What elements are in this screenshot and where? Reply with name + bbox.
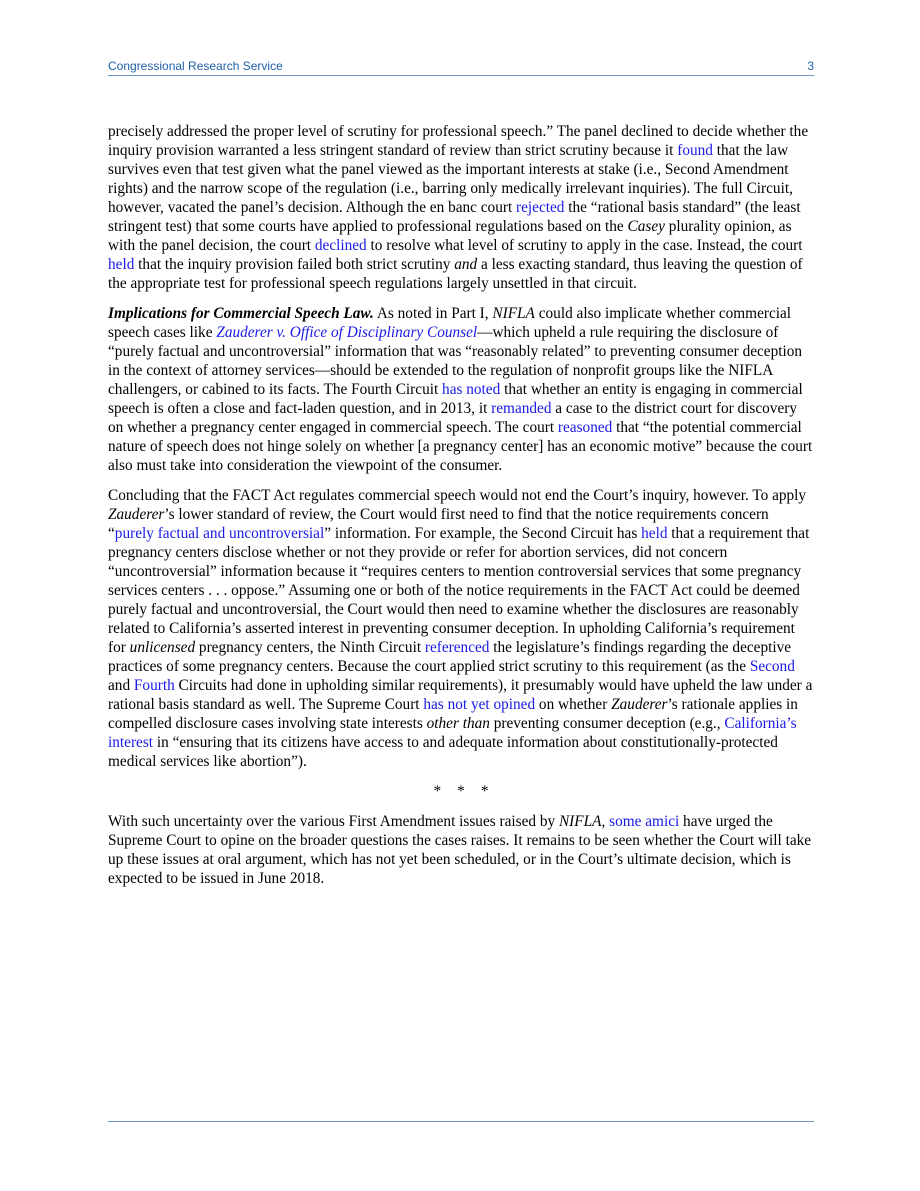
link-rejected[interactable]: rejected [516,199,565,216]
text-run: ’s lower standard of review, the Court would first need to find that the notice requirements concern “ [108,506,769,542]
text-run: As noted in Part I, [373,305,493,322]
section-separator [108,782,814,801]
separator-star: * [457,783,465,800]
text-run: that the law survives even that test given what the panel viewed as the important interests at stake (i.e., Second Amendment rights) and the narrow scope of the regulation (i.e., barring only medically irrelevant inquiries). The full Circuit, however, vacated the panel’s decision. Although the en banc court [108,142,793,216]
text-run: that “the potential commercial nature of speech does not hinge solely on whether [a pregnancy center] has an economic motive” because the court also must take into consideration the viewpoint of the consumer. [108,419,813,474]
document-body [108,122,814,899]
text-run: that whether an entity is engaging in commercial speech is often a close and fact-laden question, and in 2013, it [108,381,803,417]
italic-text: NIFLA, [558,813,606,830]
link-has-noted[interactable]: has noted [442,381,501,398]
text-run: a case to the district court for discovery on whether a pregnancy center engaged in commercial speech. The court [108,400,797,436]
italic-text: Zauderer [611,696,668,713]
text-run: in “ensuring that its citizens have access to and adequate information about constitutionally-protected medical services like abortion”). [108,734,778,770]
italic-text: unlicensed [129,639,196,656]
paragraph-conclusion [108,812,814,888]
italic-text: other than [426,715,490,732]
link-some-amici[interactable]: some amici [609,813,680,830]
separator-star: * [480,783,489,800]
text-run: could also implicate whether commercial speech cases like [108,305,792,341]
link-has-not-yet-opined[interactable]: has not yet opined [423,696,536,713]
link-held[interactable]: held [108,256,135,273]
link-zauderer-text: Zauderer v. Office of Disciplinary Counsel [216,324,478,341]
text-run: ” information. For example, the Second Circuit has [324,525,642,542]
page-number: 3 [807,59,814,73]
link-zauderer[interactable] [216,324,477,341]
text-run: that a requirement that pregnancy centers disclose whether or not they provide or refer for abortion services, did not concern “uncontroversial” information because it “requires centers to mention controversial services that some pregnancy services centers . . . oppose.” Assuming one or both of the notice requirements in the FACT Act could be deemed purely factual and uncontroversial, the Court would then need to examine whether the disclosures are reasonably related to California’s asserted interest in preventing consumer deception. In upholding California’s requirement for [108,525,810,656]
link-declined[interactable]: declined [314,237,367,254]
link-second[interactable]: Second [749,658,795,675]
text-run: ’s rationale applies in compelled disclosure cases involving state interests [108,696,798,732]
paragraph-commercial-speech [108,304,814,475]
link-reasoned[interactable]: reasoned [557,419,613,436]
link-purely-factual[interactable]: purely factual and uncontroversial [114,525,325,542]
text-run: With such uncertainty over the various First Amendment issues raised by [108,813,559,830]
paragraph-professional-speech [108,122,814,293]
link-referenced[interactable]: referenced [424,639,490,656]
paragraph-fact-act [108,486,814,771]
link-californias-interest[interactable]: California’s interest [108,715,797,751]
link-fourth[interactable]: Fourth [133,677,175,694]
link-held-second-circuit[interactable]: held [641,525,668,542]
footer-rule [108,1121,814,1122]
text-run: pregnancy centers, the Ninth Circuit [195,639,425,656]
header-org-name: Congressional Research Service [108,59,283,73]
italic-text: NIFLA [492,305,535,322]
text-run: preventing consumer deception (e.g., [489,715,725,732]
italic-text: Casey [627,218,665,235]
text-run: the “rational basis standard” (the least stringent test) that some courts have applied to professional regulations based on the [108,199,801,235]
italic-text: and [454,256,478,273]
text-run: have urged the Supreme Court to opine on the broader questions the cases raises. It remains to be seen whether the Court will take up these issues at oral argument, which has not yet been scheduled, or in the Court’s ultimate decision, which is expected to be issued in June 2018. [108,813,812,887]
link-found[interactable]: found [677,142,713,159]
text-run: and [108,677,134,694]
text-run: the legislature’s findings regarding the deceptive practices of some pregnancy centers. Because the court applied strict scrutiny to this requirement (as the [108,639,792,675]
link-remanded[interactable]: remanded [491,400,552,417]
text-run: plurality opinion, as with the panel decision, the court [108,218,792,254]
text-run: a less exacting standard, thus leaving the question of the appropriate test for professional speech regulations largely unsettled in that circuit. [108,256,803,292]
text-run: to resolve what level of scrutiny to apply in the case. Instead, the court [366,237,803,254]
section-heading: Implications for Commercial Speech Law. [108,305,374,322]
text-run: that the inquiry provision failed both strict scrutiny [134,256,455,273]
text-run: precisely addressed the proper level of scrutiny for professional speech.” The panel declined to decide whether the inquiry provision warranted a less stringent standard of review than strict scrutiny because it [108,123,809,159]
page-header [108,58,814,74]
text-run: Circuits had done in upholding similar requirements), it presumably would have upheld the law under a rational basis standard as well. The Supreme Court [108,677,813,713]
text-run: Concluding that the FACT Act regulates commercial speech would not end the Court’s inquiry, however. To apply [108,487,807,504]
separator-star: * [433,783,442,800]
italic-text: Zauderer [108,506,165,523]
text-run: on whether [535,696,612,713]
header-rule [108,75,814,76]
text-run: —which upheld a rule requiring the disclosure of “purely factual and uncontroversial” information that was “reasonably related” to preventing consumer deception in the context of attorney services—should be extended to the regulation of nonprofit groups like the NIFLA challengers, or cabined to its facts. The Fourth Circuit [108,324,803,398]
